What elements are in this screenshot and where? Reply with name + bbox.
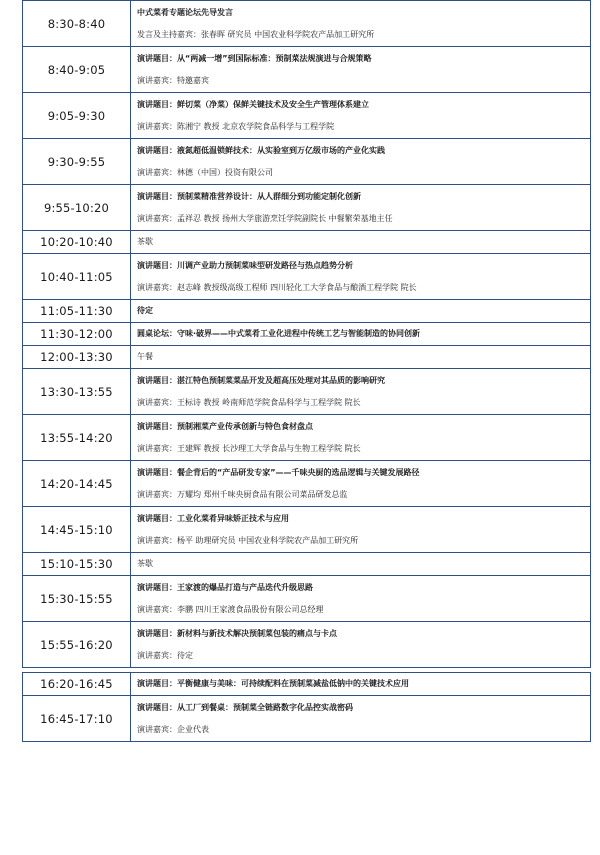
time-cell: 16:20-16:45 (23, 673, 131, 696)
time-cell: 15:30-15:55 (23, 576, 131, 622)
time-cell: 9:30-9:55 (23, 139, 131, 185)
session-info-cell (131, 576, 591, 622)
session-info-cell (131, 369, 591, 415)
session-detail: 演讲嘉宾：林德（中国）投资有限公司 (137, 167, 273, 177)
table-row (23, 461, 591, 507)
table-row (23, 323, 591, 346)
session-info-cell (131, 254, 591, 300)
time-cell: 14:45-15:10 (23, 507, 131, 553)
table-row (23, 139, 591, 185)
table-row (23, 369, 591, 415)
session-info-cell (131, 93, 591, 139)
session-info-cell (131, 231, 591, 254)
time-cell: 9:05-9:30 (23, 93, 131, 139)
session-info-cell (131, 1, 591, 47)
session-title: 演讲题目：新材料与新技术解决预制菜包装的痛点与卡点 (137, 628, 337, 638)
session-detail: 茶歇 (137, 559, 153, 568)
session-info-cell (131, 461, 591, 507)
session-info-cell (131, 300, 591, 323)
session-title: 圆桌论坛：守味·破界——中式菜肴工业化进程中传统工艺与智能制造的协同创新 (137, 329, 421, 338)
table-row (23, 47, 591, 93)
table-row (23, 346, 591, 369)
time-cell: 11:05-11:30 (23, 300, 131, 323)
table-row (23, 553, 591, 576)
session-title: 演讲题目：液氮超低温锁鲜技术：从实验室到万亿级市场的产业化实践 (137, 145, 385, 155)
session-detail: 演讲嘉宾：企业代表 (137, 724, 209, 734)
session-info-cell (131, 415, 591, 461)
session-title: 演讲题目：湛江特色预制菜菜品开发及超高压处理对其品质的影响研究 (137, 375, 385, 385)
session-detail: 演讲嘉宾：孟祥忍 教授 扬州大学旅游烹饪学院副院长 中餐繁荣基地主任 (137, 213, 393, 223)
table-row (23, 622, 591, 668)
session-info-cell (131, 47, 591, 93)
schedule-table (22, 0, 591, 742)
session-info-cell (131, 622, 591, 668)
session-info-cell (131, 673, 591, 696)
session-detail: 演讲嘉宾：王建辉 教授 长沙理工大学食品与生物工程学院 院长 (137, 443, 361, 453)
table-row (23, 93, 591, 139)
session-info-cell (131, 139, 591, 185)
session-title: 演讲题目：王家渡的爆品打造与产品迭代升级思路 (137, 582, 313, 592)
time-cell: 10:40-11:05 (23, 254, 131, 300)
session-info-cell (131, 507, 591, 553)
session-title: 演讲题目：川调产业助力预制菜味型研发路径与热点趋势分析 (137, 260, 353, 270)
session-info-cell (131, 553, 591, 576)
table-row (23, 231, 591, 254)
table-row (23, 576, 591, 622)
session-detail: 演讲嘉宾：陈湘宁 教授 北京农学院食品科学与工程学院 (137, 121, 335, 131)
session-info-cell (131, 185, 591, 231)
session-title: 中式菜肴专题论坛先导发言 (137, 7, 233, 17)
time-cell: 12:00-13:30 (23, 346, 131, 369)
time-cell: 14:20-14:45 (23, 461, 131, 507)
time-cell: 15:10-15:30 (23, 553, 131, 576)
session-title: 演讲题目：平衡健康与美味：可持续配料在预制菜减盐低钠中的关键技术应用 (137, 679, 409, 688)
session-title: 演讲题目：从工厂到餐桌：预制菜全链路数字化品控实战密码 (137, 702, 353, 712)
table-row (23, 696, 591, 742)
table-row (23, 300, 591, 323)
time-cell: 9:55-10:20 (23, 185, 131, 231)
session-detail: 发言及主持嘉宾：张春晖 研究员 中国农业科学院农产品加工研究所 (137, 29, 375, 39)
session-detail: 演讲嘉宾：杨平 助理研究员 中国农业科学院农产品加工研究所 (137, 535, 359, 545)
session-detail: 演讲嘉宾：万耀均 郑州千味央厨食品有限公司菜品研发总监 (137, 489, 348, 499)
time-cell: 11:30-12:00 (23, 323, 131, 346)
table-row (23, 507, 591, 553)
session-title: 演讲题目：预制湘菜产业传承创新与特色食材盘点 (137, 421, 313, 431)
session-detail: 茶歇 (137, 237, 153, 246)
table-row (23, 673, 591, 696)
session-detail: 午餐 (137, 352, 153, 361)
session-title: 演讲题目：餐企背后的“产品研发专家”——千味央厨的选品逻辑与关键发展路径 (137, 467, 420, 477)
time-cell: 15:55-16:20 (23, 622, 131, 668)
session-detail: 演讲嘉宾：特邀嘉宾 (137, 75, 209, 85)
session-title: 待定 (137, 306, 153, 315)
session-title: 演讲题目：预制菜精准营养设计：从人群细分到功能定制化创新 (137, 191, 361, 201)
session-detail: 演讲嘉宾：李鹏 四川王家渡食品股份有限公司总经理 (137, 604, 324, 614)
session-detail: 演讲嘉宾：赵志峰 教授级高级工程师 四川轻化工大学食品与酿酒工程学院 院长 (137, 282, 417, 292)
table-row (23, 415, 591, 461)
session-title: 演讲题目：从“两减一增”到国际标准：预制菜法规演进与合规策略 (137, 53, 372, 63)
time-cell: 16:45-17:10 (23, 696, 131, 742)
table-row (23, 1, 591, 47)
session-title: 演讲题目：工业化菜肴异味矫正技术与应用 (137, 513, 289, 523)
session-title: 演讲题目：鲜切菜（净菜）保鲜关键技术及安全生产管理体系建立 (137, 99, 369, 109)
time-cell: 10:20-10:40 (23, 231, 131, 254)
session-info-cell (131, 346, 591, 369)
session-detail: 演讲嘉宾：王标诗 教授 岭南师范学院食品科学与工程学院 院长 (137, 397, 361, 407)
time-cell: 8:30-8:40 (23, 1, 131, 47)
time-cell: 13:55-14:20 (23, 415, 131, 461)
schedule-sheet (22, 0, 591, 742)
session-detail: 演讲嘉宾：待定 (137, 650, 193, 660)
time-cell: 8:40-9:05 (23, 47, 131, 93)
session-info-cell (131, 696, 591, 742)
table-row (23, 185, 591, 231)
session-info-cell (131, 323, 591, 346)
table-row (23, 254, 591, 300)
time-cell: 13:30-13:55 (23, 369, 131, 415)
schedule-body (23, 1, 591, 742)
